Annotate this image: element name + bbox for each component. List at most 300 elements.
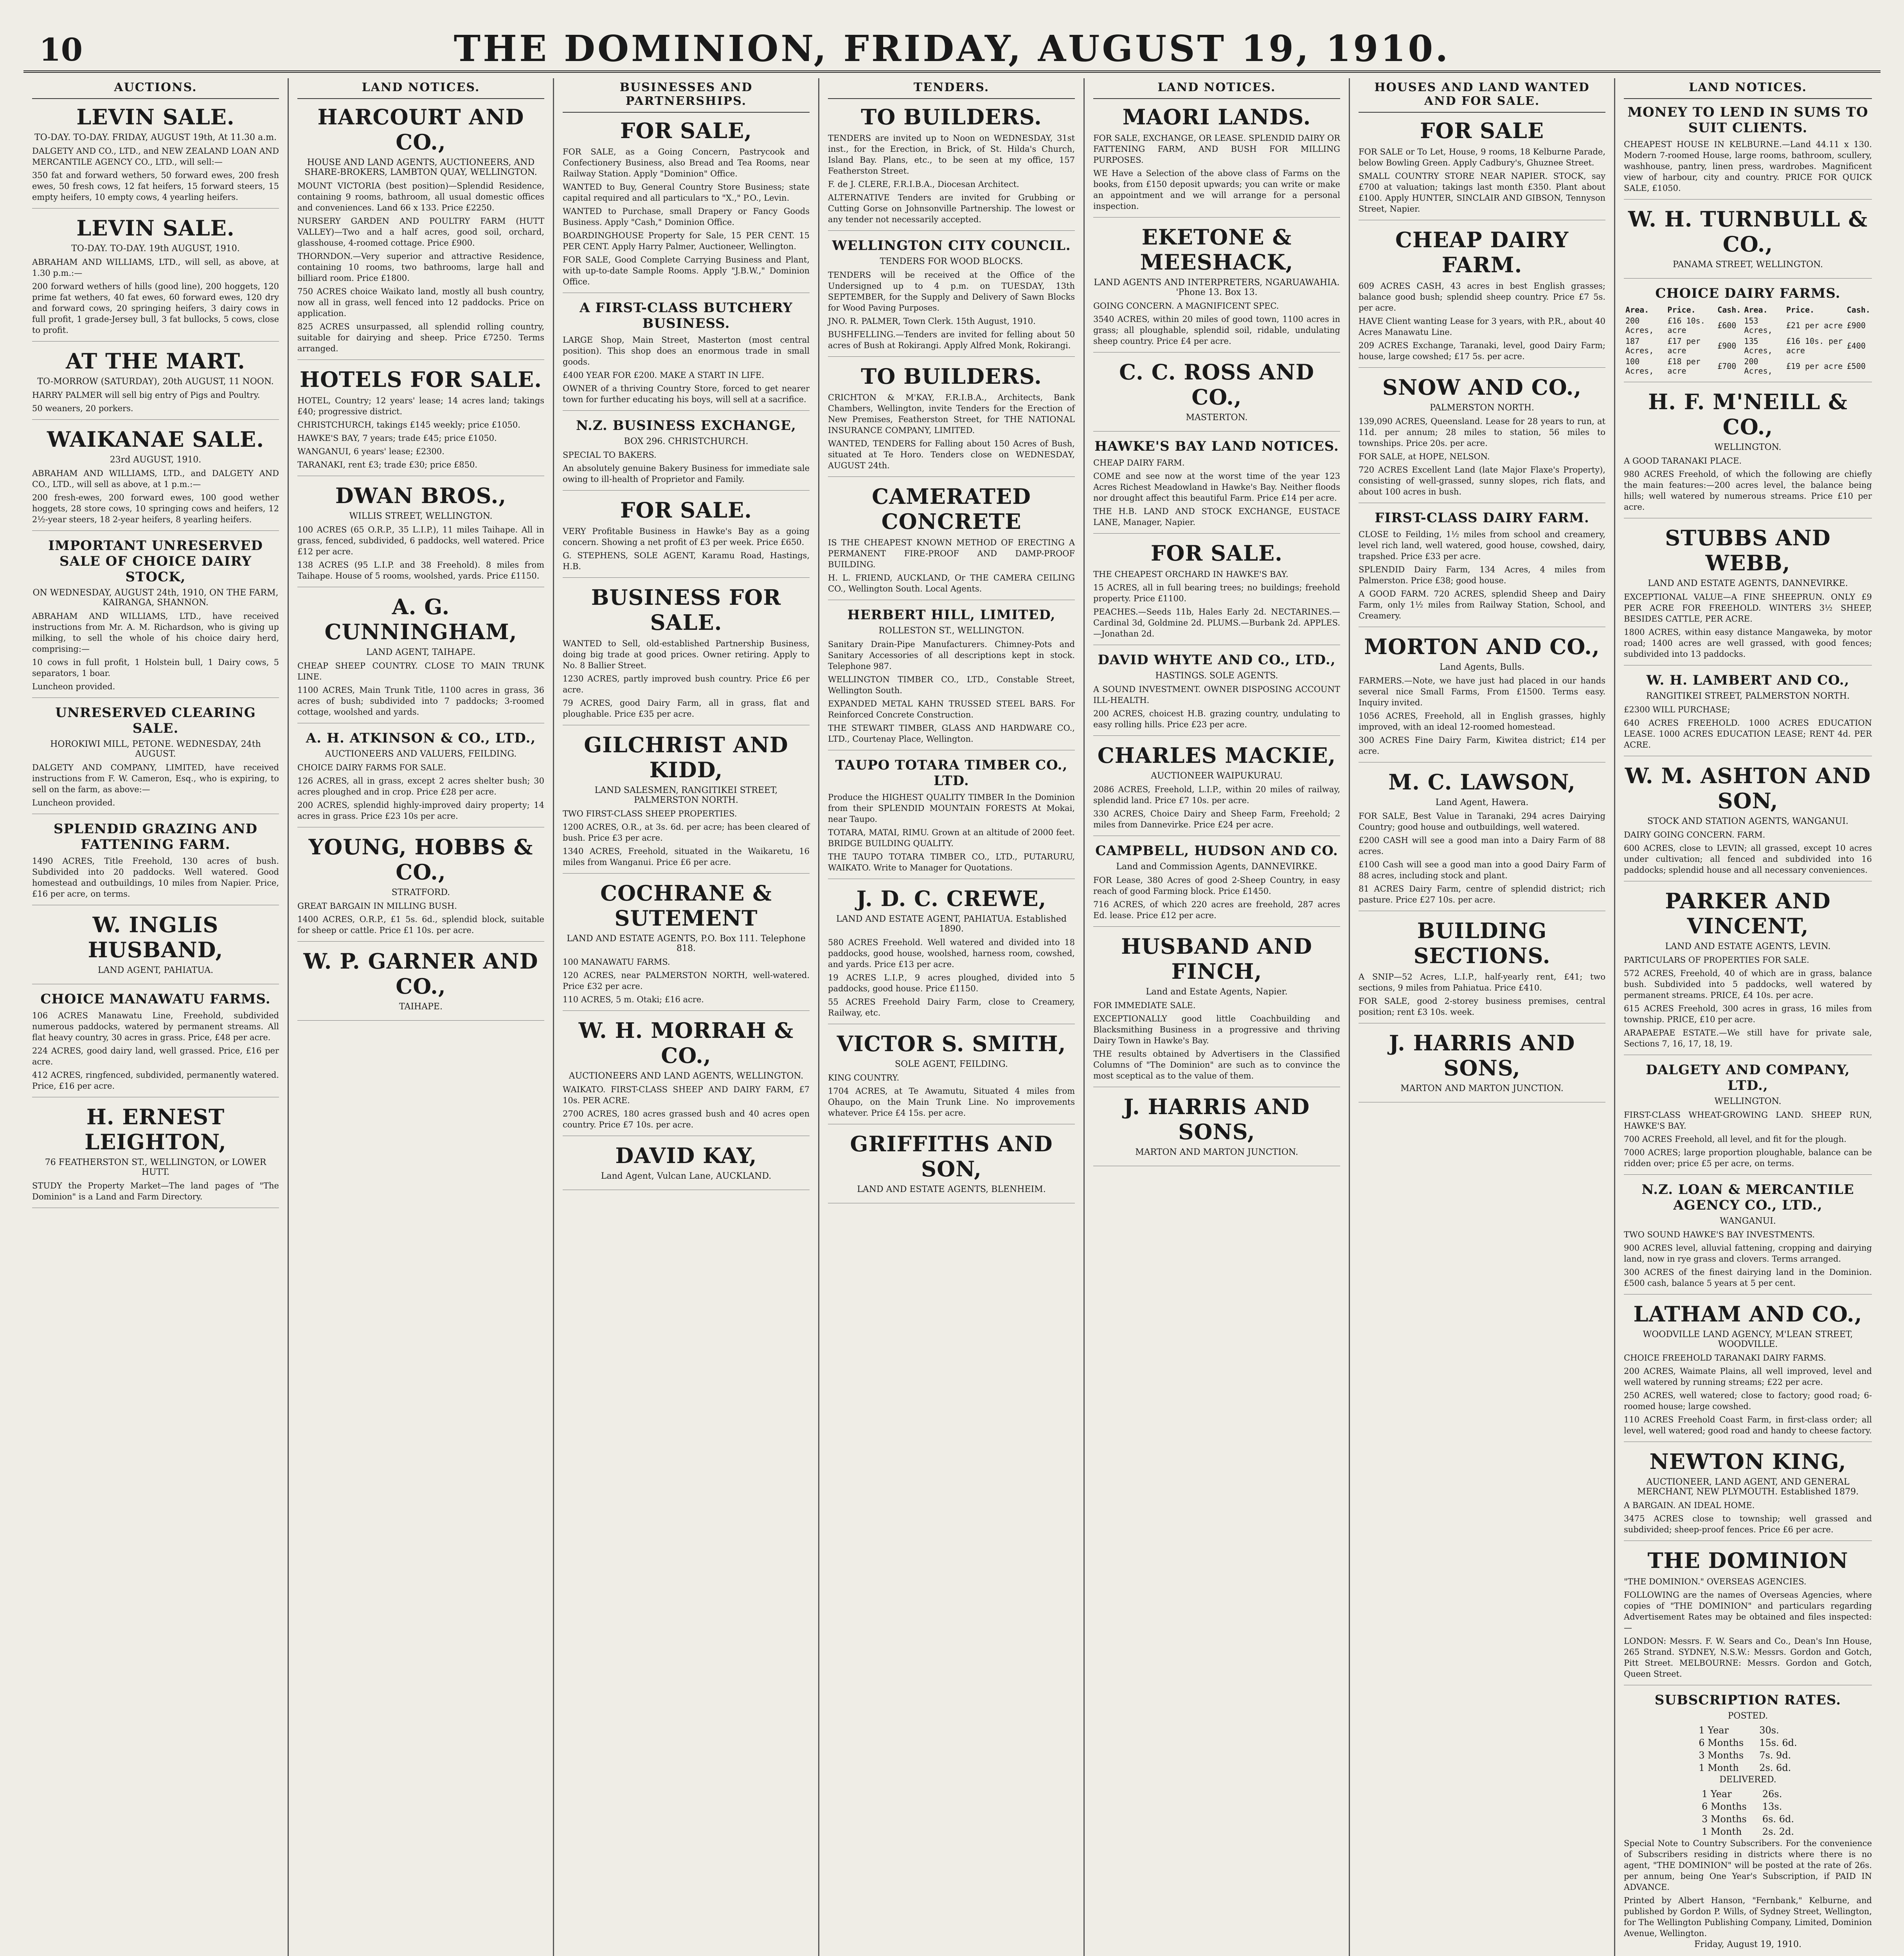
ad-subtitle: HASTINGS. SOLE AGENTS.: [1155, 671, 1278, 681]
ad-text: A SOUND INVESTMENT. OWNER DISPOSING ACCOUNT ILL-HEALTH.: [1093, 685, 1340, 705]
ad-text: WANTED to Purchase, small Drapery or Fancy Goods Business. Apply "Cash," Dominion Office.: [563, 207, 810, 227]
ad-text: £100 Cash will see a good man into a good Dairy Farm of 88 acres, including stock and plant.: [1359, 860, 1605, 880]
ad-text: DALGETY AND CO., LTD., and NEW ZEALAND LOAN AND MERCANTILE AGENCY CO., LTD., will sell:—: [32, 146, 279, 167]
ad-title: J. HARRIS AND SONS,: [1389, 1030, 1575, 1080]
ad-text: WANTED to Buy, General Country Store Business; state capital required and all particulars to "X.," P.O., Levin.: [563, 182, 810, 203]
advertisement: [297, 594, 544, 723]
ad-title: GILCHRIST AND KIDD,: [584, 732, 788, 782]
rate-cell: 15s. 6d.: [1759, 1737, 1797, 1748]
ad-text: 110 ACRES Freehold Coast Farm, in first-class order; all level, well watered; good road and handy to cheese factory.: [1624, 1415, 1872, 1435]
advertisement: [1624, 525, 1872, 665]
advertisement: [1624, 1449, 1872, 1541]
ad-text: ABRAHAM AND WILLIAMS, LTD., will sell, as above, at 1.30 p.m.:—: [32, 257, 279, 278]
ad-text: FARMERS.—Note, we have just had placed in our hands several nice Small Farms, From £1500. Terms easy. Inquiry invited.: [1359, 676, 1605, 707]
ad-text: FOR SALE, EXCHANGE, OR LEASE. SPLENDID DAIRY OR FATTENING FARM, AND BUSH FOR MILLING PURPOSES.: [1093, 133, 1340, 165]
ad-title: W. M. ASHTON AND SON,: [1625, 763, 1871, 813]
ad-text: CHRISTCHURCH, takings £145 weekly; price £1050.: [297, 420, 520, 430]
ad-text: F. de J. CLERE, F.R.I.B.A., Diocesan Architect.: [828, 180, 1019, 189]
ad-title: CAMERATED CONCRETE: [872, 484, 1031, 534]
advertisement: [32, 538, 279, 698]
table-title: CHOICE DAIRY FARMS.: [1655, 286, 1841, 301]
ad-text: 209 ACRES Exchange, Taranaki, level, good Dairy Farm; house, large cowshed; £17 5s. per acre.: [1359, 341, 1605, 361]
ad-title: TAUPO TOTARA TIMBER CO., LTD.: [835, 757, 1068, 789]
ad-text: 1340 ACRES, Freehold, situated in the Waikaretu, 16 miles from Wanganui. Price £6 per acre.: [563, 847, 810, 867]
ad-text: 200 ACRES, Waimate Plains, all well improved, level and well watered by running streams; £22 per acre.: [1624, 1366, 1872, 1387]
ad-subtitle: PALMERSTON NORTH.: [1430, 403, 1534, 413]
rate-cell: 26s.: [1762, 1789, 1782, 1800]
ad-text: FOR SALE, as a Going Concern, Pastrycook and Confectionery Business, also Bread and Tea Rooms, near Railway Station. Apply "Dominion" Office.: [563, 147, 810, 178]
ad-title: HUSBAND AND FINCH,: [1121, 934, 1312, 984]
ad-text: HAWKE'S BAY, 7 years; trade £45; price £1050.: [297, 433, 497, 443]
advertisement: [563, 1143, 810, 1190]
ad-text: GREAT BARGAIN IN MILLING BUSH.: [297, 901, 457, 911]
advertisement: [563, 732, 810, 874]
ad-subtitle: LAND AND ESTATE AGENT, PAHIATUA. Established 1890.: [836, 914, 1067, 934]
rate-cell: 2s. 2d.: [1762, 1826, 1794, 1837]
advertisement: [1093, 743, 1340, 836]
ad-text: TENDERS will be received at the Office of the Undersigned up to 4 p.m. on TUESDAY, 13th SEPTEMBER, for the Supply and Delivery of Sawn Blocks for Wood Paving Purposes.: [828, 270, 1075, 313]
advertisement: [32, 427, 279, 531]
ad-text: A SNIP—52 Acres, L.I.P., half-yearly rent, £41; two sections, 9 miles from Pahiatua. Price £410.: [1359, 972, 1605, 992]
table-header-cell: Price.: [1667, 305, 1696, 315]
ad-title: A. G. CUNNINGHAM,: [324, 594, 517, 644]
ad-text: ABRAHAM AND WILLIAMS, LTD., and DALGETY AND CO., LTD., will sell as above, at 1 p.m.:—: [32, 469, 279, 489]
ad-text: THORNDON.—Very superior and attractive Residence, containing 10 rooms, two bathrooms, large hall and billiard room. Price £1800.: [297, 252, 544, 283]
ad-title: M. C. LAWSON,: [1388, 769, 1576, 795]
advertisement: [297, 949, 544, 1021]
ad-text: An absolutely genuine Bakery Business for immediate sale owing to ill-health of Proprietor and Family.: [563, 464, 810, 484]
table-cell: 153 Acres,: [1744, 316, 1773, 335]
advertisement: [1359, 375, 1605, 503]
ad-text: 330 ACRES, Choice Dairy and Sheep Farm, Freehold; 2 miles from Dannevirke. Price £24 per acre.: [1093, 809, 1340, 829]
ad-title: N.Z. LOAN & MERCANTILE AGENCY CO., LTD.,: [1641, 1182, 1854, 1213]
ad-title: CHARLES MACKIE,: [1097, 743, 1336, 768]
advertisement: [1359, 510, 1605, 627]
advertisement: [1359, 634, 1605, 762]
ad-title: PARKER AND VINCENT,: [1665, 888, 1831, 938]
ad-text: FOR SALE, Good Complete Carrying Business and Plant, with up-to-date Sample Rooms. Apply "J.B.W.," Dominion Office.: [563, 255, 810, 286]
ad-title: AT THE MART.: [66, 349, 245, 374]
ad-text: 300 ACRES of the finest dairying land in the Dominion. £500 cash, balance 5 years at 5 per cent.: [1624, 1267, 1872, 1288]
ad-title: WAIKANAE SALE.: [47, 427, 265, 452]
ad-text: 640 ACRES FREEHOLD. 1000 ACRES EDUCATION LEASE. 1000 ACRES EDUCATION LEASE; RENT 4d. PER ACRE.: [1624, 718, 1872, 750]
ad-title: FIRST-CLASS DAIRY FARM.: [1375, 510, 1589, 526]
ad-subtitle: TAIHAPE.: [399, 1002, 443, 1012]
ad-text: TOTARA, MATAI, RIMU. Grown at an altitude of 2000 feet. BRIDGE BUILDING QUALITY.: [828, 828, 1075, 848]
ad-subtitle: STRATFORD.: [391, 888, 450, 897]
choice-dairy-farms-table: [1624, 286, 1872, 382]
column-header: BUSINESSES AND PARTNERSHIPS.: [563, 78, 810, 113]
table-cell: 200 Acres,: [1625, 316, 1654, 335]
ad-text: EXCEPTIONAL VALUE—A FINE SHEEPRUN. ONLY £9 PER ACRE FOR FREEHOLD. WINTERS 3½ SHEEP, BESIDES CATTLE, PER ACRE.: [1624, 592, 1872, 624]
advertisement: [297, 834, 544, 942]
table-header-cell: Cash.: [1846, 305, 1870, 315]
column-1: [23, 78, 289, 1956]
page-number: 10: [39, 31, 83, 68]
advertisement: [828, 364, 1075, 477]
advertisement: [297, 367, 544, 476]
advertisement: [1093, 541, 1340, 645]
rate-cell: 1 Year: [1699, 1725, 1729, 1736]
ad-subtitle: WILLIS STREET, WELLINGTON.: [349, 511, 493, 521]
advertisement: [1624, 1548, 1872, 1685]
ad-text: HARRY PALMER will sell big entry of Pigs and Poultry.: [32, 390, 260, 400]
ad-title: W. INGLIS HUSBAND,: [88, 912, 223, 962]
ad-text: G. STEPHENS, SOLE AGENT, Karamu Road, Hastings, H.B.: [563, 551, 810, 571]
advertisement: [32, 912, 279, 984]
ad-text: SPECIAL TO BAKERS.: [563, 450, 657, 460]
ad-text: 120 ACRES, near PALMERSTON NORTH, well-watered. Price £32 per acre.: [563, 971, 810, 991]
rate-cell: 3 Months: [1699, 1750, 1744, 1761]
ad-subtitle: LAND AND ESTATE AGENTS, DANNEVIRKE.: [1648, 579, 1848, 588]
ad-title: COCHRANE & SUTEMENT: [600, 881, 772, 931]
ad-text: 200 ACRES, splendid highly-improved dairy property; 14 acres in grass. Price £23 10s per acre.: [297, 800, 544, 821]
ad-title: LEVIN SALE.: [76, 104, 235, 129]
ad-text: SPLENDID Dairy Farm, 134 Acres, 4 miles from Palmerston. Price £38; good house.: [1359, 565, 1605, 585]
ad-text: BOARDINGHOUSE Property for Sale, 15 PER CENT. 15 PER CENT. Apply Harry Palmer, Auctioneer, Wellington.: [563, 231, 810, 251]
ad-subtitle: ROLLESTON ST., WELLINGTON.: [878, 626, 1024, 636]
table-cell: 135 Acres,: [1744, 336, 1773, 355]
ad-title: A FIRST-CLASS BUTCHERY BUSINESS.: [579, 300, 793, 331]
table-row: [1624, 336, 1872, 356]
rate-cell: 1 Month: [1699, 1762, 1739, 1773]
ad-text: £400 YEAR FOR £200. MAKE A START IN LIFE.: [563, 370, 764, 380]
ad-title: CAMPBELL, HUDSON AND CO.: [1095, 843, 1338, 859]
rate-row: [1694, 1800, 1802, 1813]
ad-text: 106 ACRES Manawatu Line, Freehold, subdivided numerous paddocks, watered by permanent streams. All flat heavy country, 30 acres in grass. Price, £48 per acre.: [32, 1011, 279, 1042]
rate-cell: 3 Months: [1702, 1814, 1747, 1825]
ad-subtitle: WANGANUI.: [1720, 1216, 1776, 1226]
advertisement: [1093, 843, 1340, 927]
table-cell: £18 per acre: [1667, 357, 1701, 376]
ad-text: GOING CONCERN. A MAGNIFICENT SPEC.: [1093, 301, 1279, 311]
advertisement: [1093, 652, 1340, 736]
advertisement: [32, 991, 279, 1097]
ad-subtitle: Land Agent, Hawera.: [1435, 798, 1529, 807]
ad-title: HARCOURT AND CO.,: [317, 104, 524, 155]
rate-cell: 2s. 6d.: [1759, 1762, 1791, 1773]
ad-text: CLOSE to Feilding, 1½ miles from school and creamery, level rich land, well watered, good house, cowshed, dairy, trapshed. Price £33 per acre.: [1359, 530, 1605, 561]
rate-cell: 13s.: [1762, 1801, 1782, 1812]
rate-cell: 7s. 9d.: [1759, 1750, 1791, 1761]
ad-text: 350 fat and forward wethers, 50 forward ewes, 200 fresh ewes, 50 fresh cows, 12 fat heifers, 15 forward steers, 15 empty heifers, 10 empty cows, 4 yearling heifers.: [32, 171, 279, 202]
column-6: [1350, 78, 1615, 1956]
ad-title: WELLINGTON CITY COUNCIL.: [832, 238, 1071, 253]
table-cell: 100 Acres,: [1625, 357, 1654, 376]
ad-text: DALGETY AND COMPANY, LIMITED, have received instructions from F. W. Cameron, Esq., who is expiring, to sell on the farm, as above:—: [32, 763, 279, 794]
ad-title: NEWTON KING,: [1649, 1449, 1846, 1474]
ad-text: MOUNT VICTORIA (best position)—Splendid Residence, containing 9 rooms, bathroom, all usual domestic offices and conveniences. Land 66 x 133. Price £2250.: [297, 181, 544, 212]
ad-text: 55 ACRES Freehold Dairy Farm, close to Creamery, Railway, etc.: [828, 997, 1075, 1018]
column-3: [554, 78, 819, 1956]
ad-subtitle: WOODVILLE LAND AGENCY, M'LEAN STREET, WOODVILLE.: [1643, 1330, 1853, 1349]
ad-text: 825 ACRES unsurpassed, all splendid rolling country, suitable for dairying and sheep. Price £7250. Terms arranged.: [297, 322, 544, 353]
ad-text: 15 ACRES, all in full bearing trees; no buildings; freehold property. Price £1100.: [1093, 583, 1340, 603]
ad-text: 138 ACRES (95 L.I.P. and 38 Freehold). 8 miles from Taihape. House of 5 rooms, woolshed, yards. Price £1150.: [297, 560, 544, 581]
table-cell: £600: [1717, 321, 1737, 330]
advertisement: [1624, 1062, 1872, 1175]
ad-text: 100 MANAWATU FARMS.: [563, 957, 670, 967]
table-cell: £16 10s. per acre: [1786, 336, 1843, 355]
ad-text: CRICHTON & M'KAY, F.R.I.B.A., Architects, Bank Chambers, Wellington, invite Tenders for the Erection of New Premises, Featherston Street, for THE NATIONAL INSURANCE COMPANY, LIMITED.: [828, 393, 1075, 435]
ad-text: THE STEWART TIMBER, GLASS AND HARDWARE CO., LTD., Courtenay Place, Wellington.: [828, 723, 1075, 744]
ad-text: FOR SALE, at HOPE, NELSON.: [1359, 452, 1490, 461]
ad-subtitle: TO-DAY. TO-DAY. FRIDAY, AUGUST 19th, At 11.30 a.m.: [34, 133, 277, 142]
ad-subtitle: AUCTIONEERS AND LAND AGENTS, WELLINGTON.: [569, 1071, 804, 1081]
ad-text: FOLLOWING are the names of Overseas Agencies, where copies of "THE DOMINION" and particulars regarding Advertisement Rates may be obtained and files inspected:—: [1624, 1590, 1872, 1632]
advertisement: [297, 483, 544, 587]
ad-text: EXCEPTIONALLY good little Coachbuilding and Blacksmithing Business in a progressive and thriving Dairy Town in Hawke's Bay.: [1093, 1014, 1340, 1045]
advertisement: [32, 104, 279, 209]
ad-text: A BARGAIN. AN IDEAL HOME.: [1624, 1501, 1755, 1510]
advertisement: [828, 1031, 1075, 1124]
newspaper-title: THE DOMINION, FRIDAY, AUGUST 19, 1910.: [454, 27, 1450, 70]
advertisement: [1093, 1094, 1340, 1166]
ad-title: BUSINESS FOR SALE.: [591, 585, 781, 635]
rate-row: [1694, 1825, 1802, 1838]
ad-title: DWAN BROS.,: [335, 483, 507, 508]
ad-subtitle: Land and Estate Agents, Napier.: [1146, 987, 1288, 997]
ad-text: 79 ACRES, good Dairy Farm, all in grass, flat and ploughable. Price £35 per acre.: [563, 698, 810, 719]
ad-text: 412 ACRES, ringfenced, subdivided, permanently watered. Price, £16 per acre.: [32, 1070, 279, 1091]
ad-title: BUILDING SECTIONS.: [1413, 918, 1551, 968]
ad-title: H. F. M'NEILL & CO.,: [1648, 389, 1848, 439]
ad-subtitle: AUCTIONEERS AND VALUERS, FEILDING.: [325, 749, 517, 759]
advertisement: [828, 607, 1075, 750]
ad-text: FOR SALE or To Let, House, 9 rooms, 18 Kelburne Parade, below Bowling Green. Apply Cadbury's, Ghuznee Street.: [1359, 147, 1605, 167]
advertisement: [297, 730, 544, 827]
ad-title: N.Z. BUSINESS EXCHANGE,: [576, 418, 796, 433]
advertisement: [32, 821, 279, 905]
ad-text: TARANAKI, rent £3; trade £30; price £850.: [297, 460, 478, 469]
table-row: [1624, 356, 1872, 376]
farm-table: [1624, 304, 1872, 376]
rate-cell: 1 Year: [1702, 1789, 1732, 1800]
advertisement: [1624, 763, 1872, 881]
ad-title: GRIFFITHS AND SON,: [850, 1131, 1053, 1181]
ad-title: DAVID KAY,: [615, 1143, 757, 1168]
ad-text: 81 ACRES Dairy Farm, centre of splendid district; rich pasture. Price £27 10s. per acre.: [1359, 884, 1605, 904]
table-cell: 187 Acres,: [1625, 336, 1654, 355]
ad-title: J. HARRIS AND SONS,: [1123, 1094, 1310, 1144]
table-header-cell: Area.: [1625, 305, 1649, 315]
rate-row: [1694, 1813, 1802, 1825]
ad-subtitle: AUCTIONEER, LAND AGENT, AND GENERAL MERCHANT, NEW PLYMOUTH. Established 1879.: [1637, 1477, 1859, 1497]
ad-text: TWO FIRST-CLASS SHEEP PROPERTIES.: [563, 809, 737, 818]
column-2: [289, 78, 554, 1956]
ad-subtitle: HOUSE AND LAND AGENTS, AUCTIONEERS, AND SHARE-BROKERS, LAMBTON QUAY, WELLINGTON.: [304, 158, 537, 177]
ad-text: WANGANUI, 6 years' lease; £2300.: [297, 447, 445, 456]
ad-text: 1800 ACRES, within easy distance Mangaweka, by motor road; 1400 acres are well grassed, with good fences; subdivided into 13 paddocks.: [1624, 627, 1872, 659]
ad-subtitle: Land Agent, Vulcan Lane, AUCKLAND.: [601, 1171, 772, 1181]
delivered-label: DELIVERED.: [1719, 1775, 1776, 1785]
rate-row: [1691, 1762, 1805, 1774]
advertisement: [563, 118, 810, 293]
ad-text: BUSHFELLING.—Tenders are invited for felling about 50 acres of Bush at Rokirangi. Apply Alfred Monk, Rokirangi.: [828, 330, 1075, 350]
ad-text: 1056 ACRES, Freehold, all in English grasses, highly improved, with an ideal 12-roomed homestead.: [1359, 711, 1605, 732]
ad-text: CHOICE FREEHOLD TARANAKI DAIRY FARMS.: [1624, 1353, 1826, 1363]
ad-subtitle: 76 FEATHERSTON ST., WELLINGTON, or LOWER HUTT.: [45, 1158, 266, 1177]
ad-subtitle: LAND AND ESTATE AGENTS, BLENHEIM.: [857, 1185, 1046, 1194]
advertisement: [563, 498, 810, 578]
ad-title: HERBERT HILL, LIMITED,: [847, 607, 1056, 623]
advertisement: [1359, 1030, 1605, 1102]
ad-title: TO BUILDERS.: [861, 104, 1042, 129]
ad-title: EKETONE & MEESHACK,: [1140, 225, 1294, 275]
ad-text: THE H.B. LAND AND STOCK EXCHANGE, EUSTACE LANE, Manager, Napier.: [1093, 507, 1340, 527]
ad-title: FOR SALE.: [1151, 541, 1283, 566]
ad-text: NURSERY GARDEN AND POULTRY FARM (HUTT VALLEY)—Two and a half acres, good soil, orchard, glasshouse, 4-roomed cottage. Price £900.: [297, 216, 544, 248]
advertisement: [828, 757, 1075, 879]
ad-text: 300 ACRES Fine Dairy Farm, Kiwitea district; £14 per acre.: [1359, 735, 1605, 756]
ad-text: 1100 ACRES, Main Trunk Title, 1100 acres in grass, 36 acres of bush; subdivided into 7 paddocks; 3-roomed cottage, woolshed and yards.: [297, 685, 544, 717]
ad-text: 700 ACRES Freehold, all level, and fit for the plough.: [1624, 1134, 1846, 1144]
advertisement: [563, 881, 810, 1011]
advertisement: [1624, 389, 1872, 518]
ad-subtitle: STOCK AND STATION AGENTS, WANGANUI.: [1647, 816, 1848, 826]
ad-title: MONEY TO LEND IN SUMS TO SUIT CLIENTS.: [1627, 104, 1868, 136]
advertisement: [828, 1131, 1075, 1203]
ad-title: C. C. ROSS AND CO.,: [1119, 360, 1314, 410]
ad-title: THE DOMINION: [1647, 1548, 1848, 1573]
advertisement: [1624, 1302, 1872, 1442]
ad-text: 1230 ACRES, partly improved bush country. Price £6 per acre.: [563, 674, 810, 694]
ad-text: 224 ACRES, good dairy land, well grassed. Price, £16 per acre.: [32, 1046, 279, 1066]
advertisement: [1093, 934, 1340, 1087]
advertisement: [1093, 360, 1340, 431]
ad-text: £2300 WILL PURCHASE;: [1624, 705, 1730, 714]
ad-text: WANTED to Sell, old-established Partnership Business, doing big trade at good prices. Owner retiring. Apply to No. 8 Ballier Street.: [563, 639, 810, 670]
ad-title: W. H. MORRAH & CO.,: [578, 1018, 794, 1068]
advertisement: [1624, 207, 1872, 279]
ad-text: FIRST-CLASS WHEAT-GROWING LAND. SHEEP RUN, HAWKE'S BAY.: [1624, 1110, 1872, 1131]
ad-text: THE results obtained by Advertisers in the Classified Columns of "The Dominion" are such as to convince the most sceptical as to the value of them.: [1093, 1049, 1340, 1080]
column-header: LAND NOTICES.: [1624, 78, 1872, 99]
ad-subtitle: RANGITIKEI STREET, PALMERSTON NORTH.: [1646, 691, 1850, 701]
ad-text: ABRAHAM AND WILLIAMS, LTD., have received instructions from Mr. A. M. Richardson, who is giving up milking, to sell the whole of his choice dairy herd, comprising:—: [32, 611, 279, 654]
advertisement: [563, 1018, 810, 1136]
ad-text: STUDY the Property Market—The land pages of "The Dominion" is a Land and Farm Directory.: [32, 1181, 279, 1201]
table-cell: £17 per acre: [1667, 336, 1701, 355]
advertisement: [1093, 104, 1340, 218]
ad-text: 580 ACRES Freehold. Well watered and divided into 18 paddocks, good house, woolshed, harness room, cowshed, and yards. Price £13 per acre.: [828, 938, 1075, 969]
advertisement: [1359, 769, 1605, 911]
ad-text: 250 ACRES, well watered; close to factory; good road; 6-roomed house; large cowshed.: [1624, 1391, 1872, 1411]
ad-title: H. ERNEST LEIGHTON,: [85, 1104, 227, 1154]
ad-subtitle: SOLE AGENT, FEILDING.: [895, 1059, 1008, 1069]
ad-title: W. P. GARNER AND CO.,: [303, 949, 538, 999]
table-cell: £700: [1717, 361, 1737, 371]
ad-subtitle: Land and Commission Agents, DANNEVIRKE.: [1116, 862, 1317, 872]
ad-title: VICTOR S. SMITH,: [837, 1031, 1066, 1056]
ad-subtitle: LAND SALESMEN, RANGITIKEI STREET, PALMERSTON NORTH.: [594, 786, 778, 805]
ad-text: 19 ACRES L.I.P., 9 acres ploughed, divided into 5 paddocks, good house. Price £1150.: [828, 973, 1075, 993]
ad-text: 100 ACRES (65 O.R.P., 35 L.I.P.), 11 miles Taihape. All in grass, fenced, subdivided, 6 paddocks, well watered. Price £12 per acre.: [297, 525, 544, 556]
table-cell: £19 per acre: [1786, 361, 1843, 371]
ad-text: 10 cows in full profit, 1 Holstein bull, 1 Dairy cows, 5 separators, 1 boar.: [32, 658, 279, 678]
ad-text: 720 ACRES Excellent Land (late Major Flaxe's Property), consisting of well-grassed, sunny slopes, rich flats, and about 100 acres in bush.: [1359, 465, 1605, 496]
ad-title: TO BUILDERS.: [861, 364, 1042, 389]
advertisement: [828, 104, 1075, 231]
advertisement: [32, 349, 279, 420]
ad-text: 1400 ACRES, O.R.P., £1 5s. 6d., splendid block, suitable for sheep or cattle. Price £1 10s. per acre.: [297, 915, 544, 935]
ad-text: HOTEL, Country; 12 years' lease; 14 acres land; takings £40; progressive district.: [297, 396, 544, 416]
advertisement: [1359, 918, 1605, 1023]
ad-title: SPLENDID GRAZING AND FATTENING FARM.: [53, 821, 258, 852]
ad-text: LARGE Shop, Main Street, Masterton (most central position). This shop does an enormous trade in small goods.: [563, 335, 810, 367]
advertisement: [1093, 225, 1340, 352]
advertisement: [1093, 439, 1340, 534]
ad-title: J. D. C. CREWE,: [856, 886, 1047, 911]
ad-subtitle: LAND AND ESTATE AGENTS, LEVIN.: [1665, 942, 1831, 951]
ad-text: THE CHEAPEST ORCHARD IN HAWKE'S BAY.: [1093, 570, 1289, 579]
ad-text: 7000 ACRES; large proportion ploughable, balance can be ridden over; price £5 per acre, on terms.: [1624, 1148, 1872, 1168]
ad-text: WAIKATO. FIRST-CLASS SHEEP AND DAIRY FARM, £7 10s. PER ACRE.: [563, 1085, 810, 1105]
delivered-rates-table: [1694, 1788, 1802, 1838]
ad-title: MAORI LANDS.: [1122, 104, 1311, 129]
ad-text: FOR IMMEDIATE SALE.: [1093, 1001, 1196, 1010]
table-cell: £400: [1846, 341, 1866, 351]
column-4: [819, 78, 1085, 1956]
ad-text: WE Have a Selection of the above class of Farms on the books, from £150 deposit upwards; you can write or make an appointment and we will arrange for a personal inspection.: [1093, 169, 1340, 211]
ad-subtitle: MARTON AND MARTON JUNCTION.: [1135, 1147, 1298, 1157]
ad-title: YOUNG, HOBBS & CO.,: [308, 834, 533, 885]
ad-text: 126 ACRES, all in grass, except 2 acres shelter bush; 30 acres ploughed and in crop. Price £28 per acre.: [297, 776, 544, 796]
ad-text: WELLINGTON TIMBER CO., LTD., Constable Street, Wellington South.: [828, 675, 1075, 695]
ad-text: 1200 ACRES, O.R., at 3s. 6d. per acre; has been cleared of bush. Price £3 per acre.: [563, 822, 810, 843]
ad-subtitle: PANAMA STREET, WELLINGTON.: [1672, 260, 1823, 270]
ad-text: CHEAP SHEEP COUNTRY. CLOSE TO MAIN TRUNK LINE.: [297, 661, 544, 681]
rate-cell: 6 Months: [1702, 1801, 1747, 1812]
advertisement: [1624, 672, 1872, 756]
ad-text: TWO SOUND HAWKE'S BAY INVESTMENTS.: [1624, 1230, 1815, 1239]
column-7: [1615, 78, 1881, 1956]
table-cell: £500: [1846, 361, 1866, 371]
ad-text: 3475 ACRES close to township; well grassed and subdivided; sheep-proof fences. Price £6 per acre.: [1624, 1514, 1872, 1534]
column-header: AUCTIONS.: [32, 78, 279, 99]
imprint-date: Friday, August 19, 1910.: [1694, 1940, 1801, 1949]
ad-text: 50 weaners, 20 porkers.: [32, 404, 133, 413]
ad-title: HOTELS FOR SALE.: [299, 367, 542, 392]
ad-subtitle: BOX 296. CHRISTCHURCH.: [624, 437, 749, 446]
ad-text: KING COUNTRY.: [828, 1073, 900, 1082]
ad-text: ARAPAEPAE ESTATE.—We still have for private sale, Sections 7, 16, 17, 18, 19.: [1624, 1028, 1872, 1048]
advertisement: [32, 705, 279, 814]
advertisement: [1624, 888, 1872, 1055]
table-cell: 200 Acres,: [1744, 357, 1773, 376]
column-header: HOUSES AND LAND WANTED AND FOR SALE.: [1359, 78, 1605, 113]
advertisement: [828, 238, 1075, 357]
ad-title: IMPORTANT UNRESERVED SALE OF CHOICE DAIRY STOCK,: [48, 538, 263, 585]
rate-cell: 6 Months: [1699, 1737, 1744, 1748]
ad-text: 615 ACRES Freehold, 300 acres in grass, 16 miles from township. PRICE, £10 per acre.: [1624, 1004, 1872, 1024]
table-cell: £900: [1717, 341, 1737, 351]
columns-container: [23, 78, 1881, 1956]
ad-title: W. H. TURNBULL & CO.,: [1628, 207, 1868, 257]
ad-text: JNO. R. PALMER, Town Clerk. 15th August, 1910.: [828, 316, 1036, 326]
ad-text: 900 ACRES level, alluvial fattening, cropping and dairying land, now in rye grass and clovers. Terms arranged.: [1624, 1243, 1872, 1264]
ad-text: CHOICE DAIRY FARMS FOR SALE.: [297, 763, 446, 772]
ad-text: 716 ACRES, of which 220 acres are freehold, 287 acres Ed. lease. Price £12 per acre.: [1093, 900, 1340, 920]
ad-text: A GOOD TARANAKI PLACE.: [1624, 456, 1742, 466]
advertisement: [563, 585, 810, 725]
ad-subtitle: WELLINGTON.: [1714, 442, 1782, 452]
ad-subtitle: LAND AGENT, TAIHAPE.: [366, 647, 476, 657]
ad-subtitle: WELLINGTON.: [1714, 1097, 1782, 1106]
ad-subtitle: HOROKIWI MILL, PETONE. WEDNESDAY, 24th AUGUST.: [50, 739, 261, 759]
ad-text: TENDERS are invited up to Noon on WEDNESDAY, 31st inst., for the Erection, in Brick, of St. Hilda's Church, Island Bay. Plans, etc., to be seen at my office, 157 Featherston Street.: [828, 133, 1075, 176]
table-header-cell: Area.: [1744, 305, 1768, 315]
